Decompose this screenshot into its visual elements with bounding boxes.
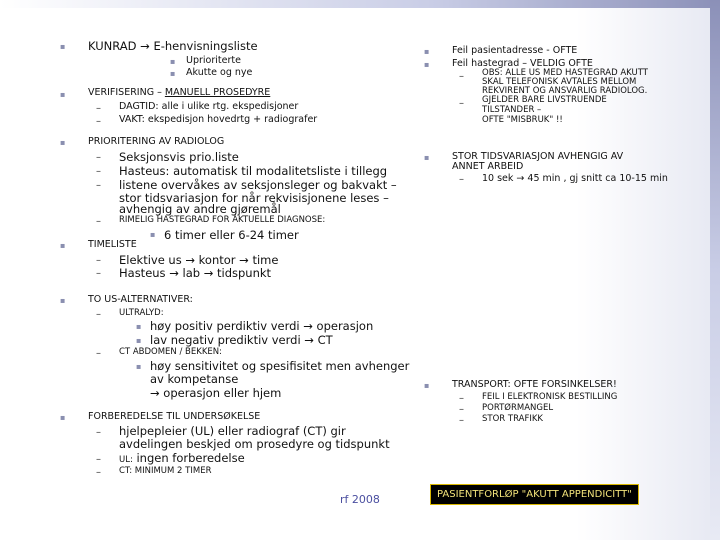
block6-sub-2	[119, 452, 245, 465]
block5-ct-line-3: → operasjon eller hjem	[150, 386, 282, 400]
right1-sub1-line-2: SKAL TELEFONISK AVTALES MELLOM	[482, 77, 637, 87]
block6-sub-1-line-2: avdelingen beskjed om prosedyre og tidspunkt	[119, 437, 390, 451]
right3-sub-2: PORTØRMANGEL	[482, 403, 554, 413]
block1-heading: KUNRAD → E-henvisningsliste	[88, 39, 258, 53]
block3-sub-1: Seksjonsvis prio.liste	[119, 150, 239, 164]
bullet-icon: ▪	[150, 230, 156, 239]
dash-icon: –	[96, 348, 101, 359]
bullet-icon: ▪	[170, 69, 176, 78]
bullet-icon: ▪	[136, 362, 142, 371]
dash-icon: –	[96, 103, 101, 114]
right1-sub1-line-3: REKVIRENT OG ANSVARLIG RADIOLOG.	[482, 86, 648, 96]
dash-icon: –	[459, 71, 464, 82]
block5-ct-line-1: høy sensitivitet og spesifisitet men avhenger	[150, 359, 410, 373]
block3-sub-2-line-1: Hasteus: automatisk til modalitetsliste i tillegg	[119, 164, 388, 178]
block5-ul-item-1: høy positiv perdiktiv verdi → operasjon	[150, 319, 374, 333]
right2-sub: 10 sek → 45 min , gj snitt ca 10-15 min	[482, 173, 668, 184]
block3-heading: PRIORITERING AV RADIOLOG	[88, 136, 225, 147]
right2-heading-line-1: STOR TIDSVARIASJON AVHENGIG AV	[452, 151, 624, 162]
block6-heading: FORBEREDELSE TIL UNDERSØKELSE	[88, 411, 261, 422]
dash-icon: –	[96, 116, 101, 127]
bullet-icon: ▪	[60, 42, 66, 51]
dash-icon: –	[459, 415, 464, 426]
dash-icon: –	[96, 467, 101, 478]
dash-icon: –	[459, 404, 464, 415]
bullet-icon: ▪	[60, 413, 66, 422]
block1-sub-1: Uprioriterte	[186, 55, 241, 66]
block2-heading-underline: MANUELL PROSEDYRE	[164, 87, 271, 98]
bullet-icon: ▪	[424, 381, 430, 390]
bullet-icon: ▪	[60, 296, 66, 305]
right1-sub2-line-3: OFTE "MISBRUK" !!	[482, 115, 563, 125]
block5-ct: CT ABDOMEN / BEKKEN:	[119, 347, 222, 357]
block6-sub-2-prefix: UL:	[119, 455, 133, 465]
dash-icon: –	[96, 216, 101, 227]
right3-sub-1: FEIL I ELEKTRONISK BESTILLING	[482, 392, 618, 402]
dash-icon: –	[96, 454, 101, 465]
right1-sub2-line-1: GJELDER BARE LIVSTRUENDE	[482, 95, 607, 105]
bullet-icon: ▪	[136, 322, 142, 331]
bullet-icon: ▪	[60, 241, 66, 250]
right2-heading-line-2: ANNET ARBEID	[452, 161, 524, 172]
dash-icon: –	[96, 427, 101, 438]
dash-icon: –	[96, 255, 101, 266]
block2-sub-2: VAKT: ekspedisjon hovedrtg + radiografer	[119, 114, 318, 125]
right1-bullet-1: Feil pasientadresse - OFTE	[452, 45, 578, 56]
dash-icon: –	[96, 152, 101, 163]
block6-sub-1-line-1: hjelpepleier (UL) eller radiograf (CT) gir	[119, 424, 346, 438]
block2-heading	[88, 88, 270, 98]
block6-sub-3: CT: MINIMUM 2 TIMER	[119, 466, 212, 476]
bullet-icon: ▪	[60, 138, 66, 147]
block2-sub-1: DAGTID: alle i ulike rtg. ekspedisjoner	[119, 101, 299, 112]
bullet-icon: ▪	[170, 57, 176, 66]
bullet-icon: ▪	[136, 336, 142, 345]
block4-sub-2: Hasteus → lab → tidspunkt	[119, 266, 272, 280]
block5-ul-item-2: lav negativ prediktiv verdi → CT	[150, 333, 333, 347]
right1-sub2-line-2: TILSTANDER –	[482, 105, 542, 115]
block3-sub-2-line-2: listene overvåkes av seksjonsleger og bakvakt –	[119, 178, 397, 192]
block5-ultralyd: ULTRALYD:	[119, 308, 164, 318]
block5-ct-line-2: av kompetanse	[150, 372, 239, 386]
block4-sub-1: Elektive us → kontor → time	[119, 253, 279, 267]
right-frame-bar	[710, 0, 720, 540]
top-frame-bar	[0, 0, 720, 8]
dash-icon: –	[459, 393, 464, 404]
dash-icon: –	[96, 309, 101, 320]
dash-icon: –	[459, 98, 464, 109]
block3-sub-3-item: 6 timer eller 6-24 timer	[164, 228, 299, 242]
bullet-icon: ▪	[424, 60, 430, 69]
block2-heading-prefix: VERIFISERING –	[88, 87, 165, 98]
right1-sub1-line-1: OBS: ALLE US MED HASTEGRAD AKUTT	[482, 68, 648, 78]
block3-sub-3: RIMELIG HASTEGRAD FOR AKTUELLE DIAGNOSE:	[119, 215, 326, 225]
block4-heading: TIMELISTE	[88, 239, 137, 250]
bullet-icon: ▪	[60, 90, 66, 99]
dash-icon: –	[459, 174, 464, 185]
block3-sub-2-line-3: stor tidsvariasjon for når rekvisisjonene leses –	[119, 191, 389, 205]
block5-heading: TO US-ALTERNATIVER:	[88, 294, 193, 305]
block3-sub-2-line-4: avhengig av andre gjøremål	[119, 202, 281, 216]
dash-icon: –	[96, 268, 101, 279]
dash-icon: –	[96, 166, 101, 177]
right3-sub-3: STOR TRAFIKK	[482, 414, 543, 424]
dash-icon: –	[96, 180, 101, 191]
footer-title-box: PASIENTFORLØP "AKUTT APPENDICITT"	[430, 484, 639, 505]
bullet-icon: ▪	[424, 47, 430, 56]
bullet-icon: ▪	[424, 153, 430, 162]
right3-heading: TRANSPORT: OFTE FORSINKELSER!	[452, 379, 617, 390]
right1-bullet-2: Feil hastegrad – VELDIG OFTE	[452, 58, 593, 69]
footer-author: rf 2008	[340, 493, 380, 506]
block1-sub-2: Akutte og nye	[186, 67, 253, 78]
block6-sub-2-rest: ingen forberedelse	[132, 451, 245, 465]
